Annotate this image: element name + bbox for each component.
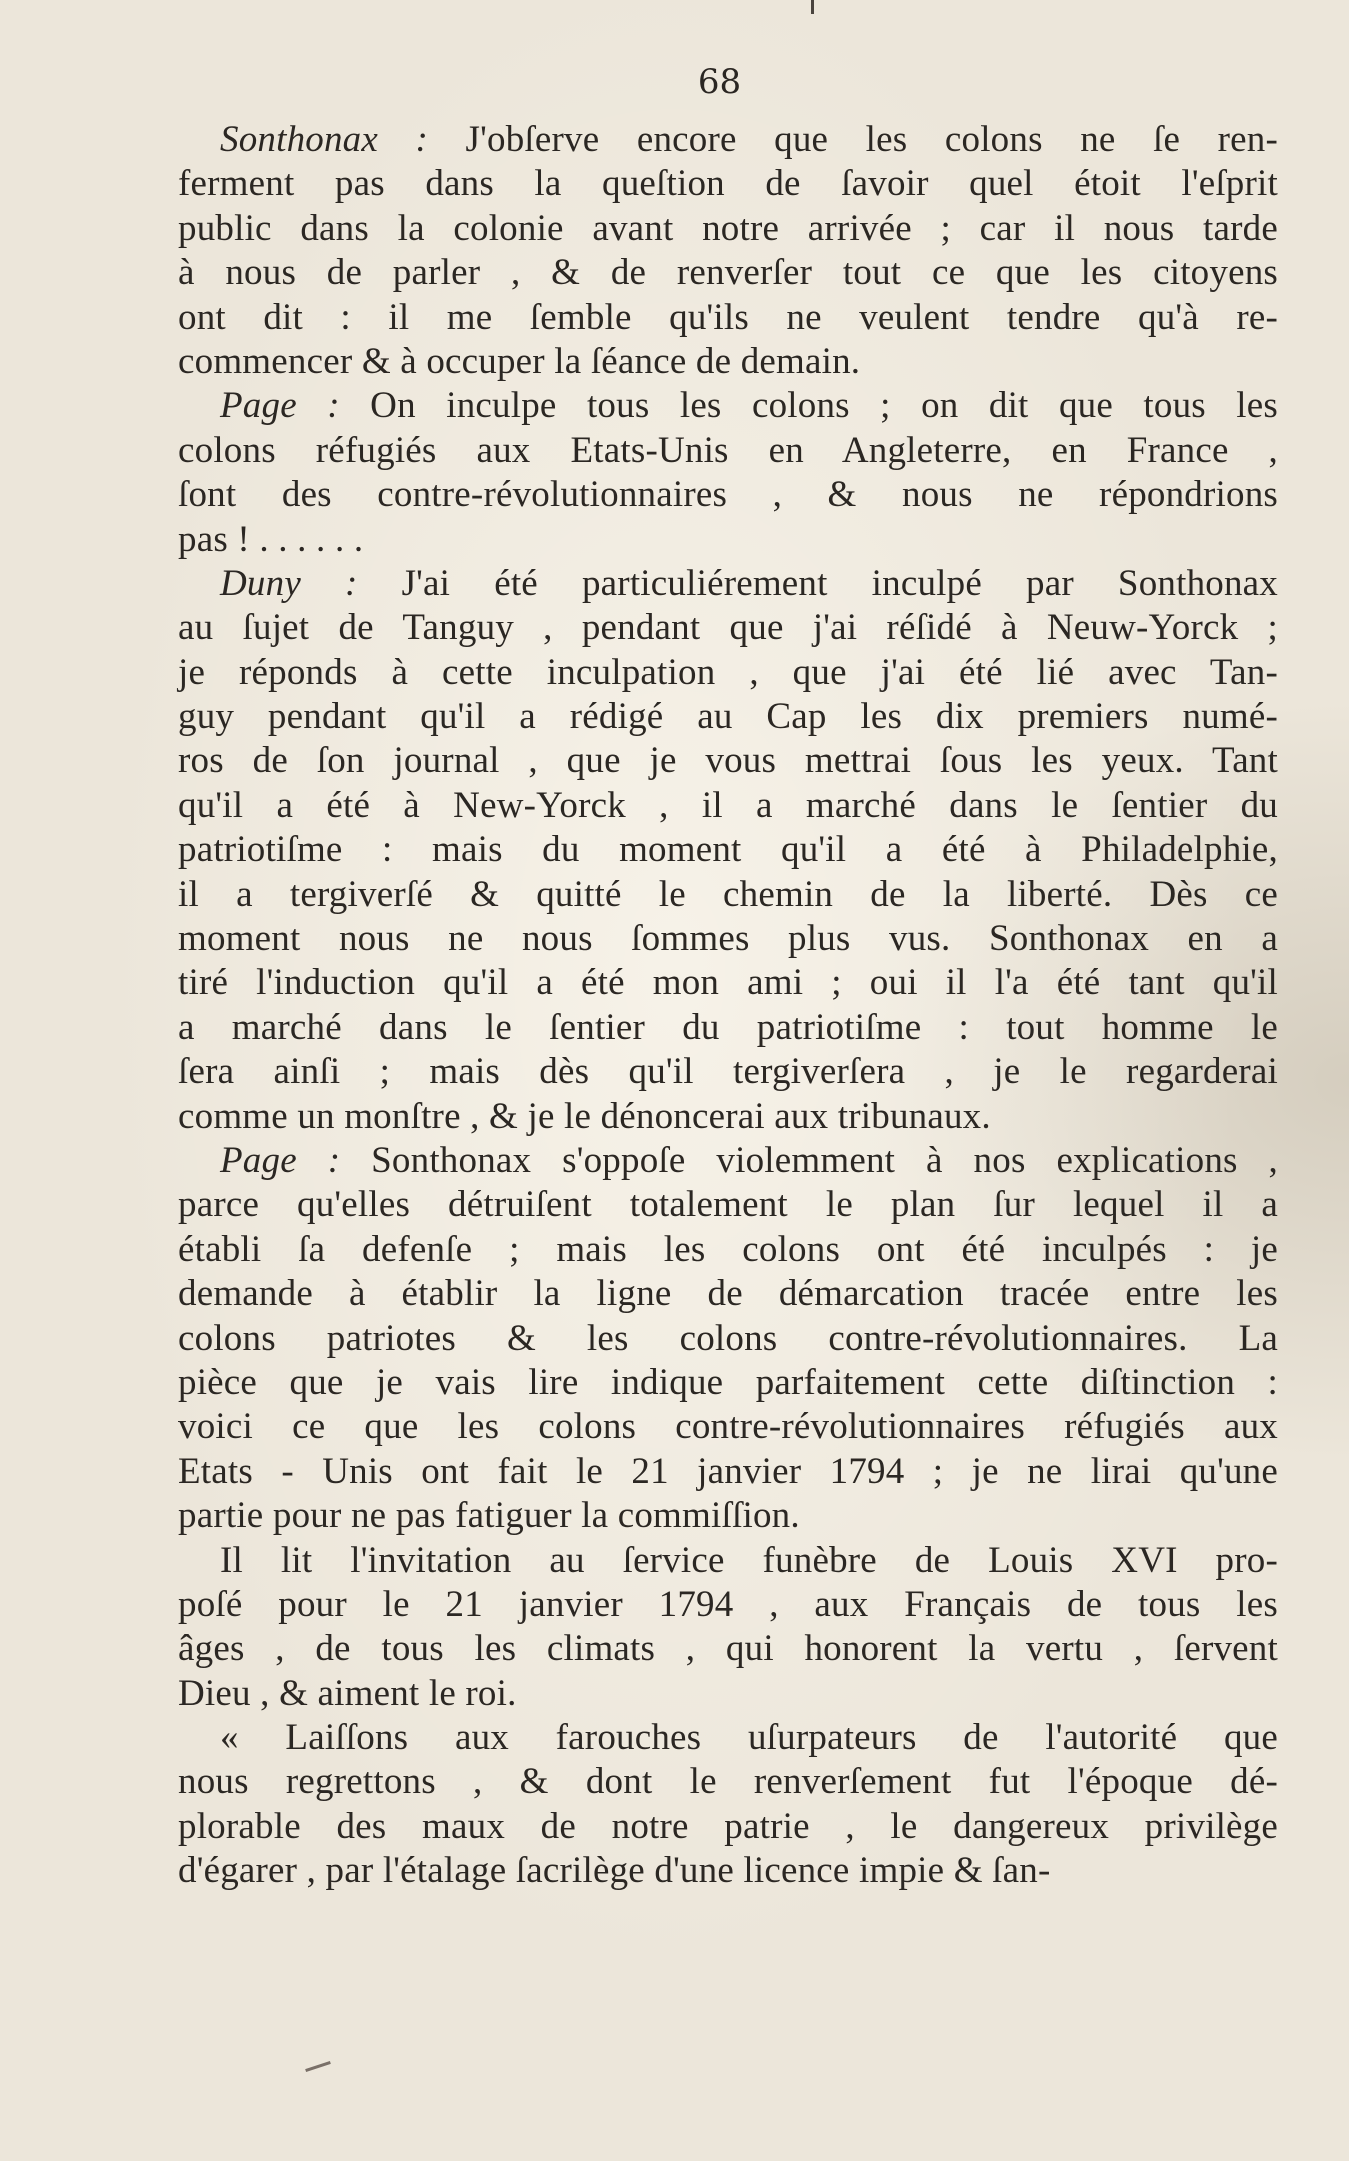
ink-mark — [305, 2061, 331, 2072]
line-text: a marché dans le ſentier du patriotiſme : tout homme le — [178, 1006, 1278, 1048]
text-line — [178, 1849, 1278, 1893]
text-line — [178, 917, 1278, 961]
text-line — [178, 207, 1278, 251]
text-line — [178, 1006, 1278, 1050]
text-line — [178, 1272, 1278, 1316]
speaker-name: Sonthonax : — [220, 119, 429, 160]
line-text: poſé pour le 21 janvier 1794 , aux Français de tous les — [178, 1583, 1278, 1625]
text-line — [178, 1716, 1278, 1760]
line-text: Dieu , & aiment le roi. — [178, 1672, 517, 1714]
line-text: Sonthonax s'oppoſe violemment à nos explications , — [340, 1139, 1278, 1181]
line-text: ſera ainſi ; mais dès qu'il tergiverſera , je le regarderai — [178, 1051, 1278, 1093]
text-line — [178, 1760, 1278, 1804]
text-line — [178, 1050, 1278, 1094]
paragraph — [178, 1539, 1278, 1717]
line-text: comme un monſtre , & je le dénoncerai aux tribunaux. — [178, 1095, 991, 1137]
text-line — [178, 1228, 1278, 1272]
text-line — [178, 1361, 1278, 1405]
line-text: commencer & à occuper la ſéance de demain. — [178, 340, 861, 382]
text-line — [178, 606, 1278, 650]
line-text: colons patriotes & les colons contre-révolutionnaires. La — [178, 1317, 1278, 1359]
line-text: moment nous ne nous ſommes plus vus. Sonthonax en a — [178, 918, 1278, 960]
text-line — [178, 473, 1278, 517]
line-text: ros de ſon journal , que je vous mettrai ſous les yeux. Tant — [178, 740, 1278, 782]
text-line — [178, 651, 1278, 695]
line-text: J'obſerve encore que les colons ne ſe ren- — [428, 119, 1278, 160]
line-text: plorable des maux de notre patrie , le dangereux privilège — [178, 1805, 1278, 1847]
line-text: On inculpe tous les colons ; on dit que tous les — [339, 385, 1278, 427]
text-line — [178, 1539, 1278, 1583]
line-text: J'ai été particuliérement inculpé par Sonthonax — [357, 562, 1279, 604]
line-text: public dans la colonie avant notre arrivée ; car il nous tarde — [178, 207, 1278, 249]
text-line — [178, 429, 1278, 473]
line-text: au ſujet de Tanguy , pendant que j'ai réſidé à Neuw-Yorck ; — [178, 607, 1278, 649]
line-text: ferment pas dans la queſtion de ſavoir quel étoit l'eſprit — [178, 163, 1278, 205]
text-line — [178, 1405, 1278, 1449]
line-text: pas ! . . . . . . — [178, 518, 364, 560]
line-text: guy pendant qu'il a rédigé au Cap les dix premiers numé- — [178, 696, 1278, 738]
line-text: Etats - Unis ont fait le 21 janvier 1794 ; je ne lirai qu'une — [178, 1450, 1278, 1492]
page-number: 68 — [697, 62, 742, 102]
speaker-name: Duny : — [220, 562, 358, 604]
line-text: âges , de tous les climats , qui honorent la vertu , ſervent — [178, 1628, 1278, 1670]
line-text: demande à établir la ligne de démarcation tracée entre les — [178, 1273, 1278, 1315]
text-line — [178, 1183, 1278, 1227]
text-line — [178, 1805, 1278, 1849]
paragraph — [178, 384, 1278, 562]
line-text: nous regrettons , & dont le renverſement fut l'époque dé- — [178, 1761, 1278, 1803]
text-line — [178, 1494, 1278, 1538]
speaker-name: Page : — [220, 1139, 341, 1181]
line-text: il a tergiverſé & quitté le chemin de la liberté. Dès ce — [178, 873, 1278, 915]
text-line — [178, 251, 1278, 295]
text-line — [178, 384, 1278, 428]
line-text: je réponds à cette inculpation , que j'ai été lié avec Tan- — [178, 651, 1278, 693]
text-line — [178, 296, 1278, 340]
line-text: tiré l'induction qu'il a été mon ami ; oui il l'a été tant qu'il — [178, 962, 1278, 1004]
text-line — [178, 961, 1278, 1005]
line-text: pièce que je vais lire indique parfaitement cette diſtinction : — [178, 1361, 1278, 1403]
paragraph — [178, 1716, 1278, 1894]
speaker-name: Page : — [220, 385, 340, 427]
text-line — [178, 873, 1278, 917]
line-text: parce qu'elles détruiſent totalement le plan ſur lequel il a — [178, 1184, 1278, 1226]
line-text: d'égarer , par l'étalage ſacrilège d'une licence impie & ſan- — [178, 1850, 1051, 1892]
text-line — [178, 695, 1278, 739]
text-line — [178, 784, 1278, 828]
text-block — [178, 118, 1278, 1894]
text-line — [178, 739, 1278, 783]
line-text: Il lit l'invitation au ſervice funèbre de Louis XVI pro- — [220, 1539, 1278, 1581]
paragraph — [178, 118, 1278, 384]
text-line — [178, 118, 1278, 162]
text-line — [178, 1627, 1278, 1671]
text-line — [178, 518, 1278, 562]
line-text: patriotiſme : mais du moment qu'il a été à Philadelphie, — [178, 829, 1278, 871]
margin-mark — [811, 0, 814, 14]
line-text: ont dit : il me ſemble qu'ils ne veulent tendre qu'à re- — [178, 296, 1278, 338]
line-text: établi ſa defenſe ; mais les colons ont été inculpés : je — [178, 1228, 1278, 1270]
text-line — [178, 1672, 1278, 1716]
paragraph — [178, 1139, 1278, 1539]
text-line — [178, 1317, 1278, 1361]
paragraph — [178, 562, 1278, 1139]
line-text: colons réfugiés aux Etats-Unis en Angleterre, en France , — [178, 429, 1278, 471]
line-text: « Laiſſons aux farouches uſurpateurs de l'autorité que — [220, 1717, 1278, 1759]
text-line — [178, 828, 1278, 872]
text-line — [178, 340, 1278, 384]
line-text: partie pour ne pas fatiguer la commiſſion. — [178, 1495, 800, 1537]
line-text: à nous de parler , & de renverſer tout ce que les citoyens — [178, 252, 1278, 294]
text-line — [178, 1450, 1278, 1494]
text-line — [178, 162, 1278, 206]
text-line — [178, 1095, 1278, 1139]
line-text: ſont des contre-révolutionnaires , & nous ne répondrions — [178, 474, 1278, 516]
text-line — [178, 1583, 1278, 1627]
line-text: qu'il a été à New-Yorck , il a marché dans le ſentier du — [178, 784, 1278, 826]
text-line — [178, 562, 1278, 606]
line-text: voici ce que les colons contre-révolutionnaires réfugiés aux — [178, 1406, 1278, 1448]
text-line — [178, 1139, 1278, 1183]
